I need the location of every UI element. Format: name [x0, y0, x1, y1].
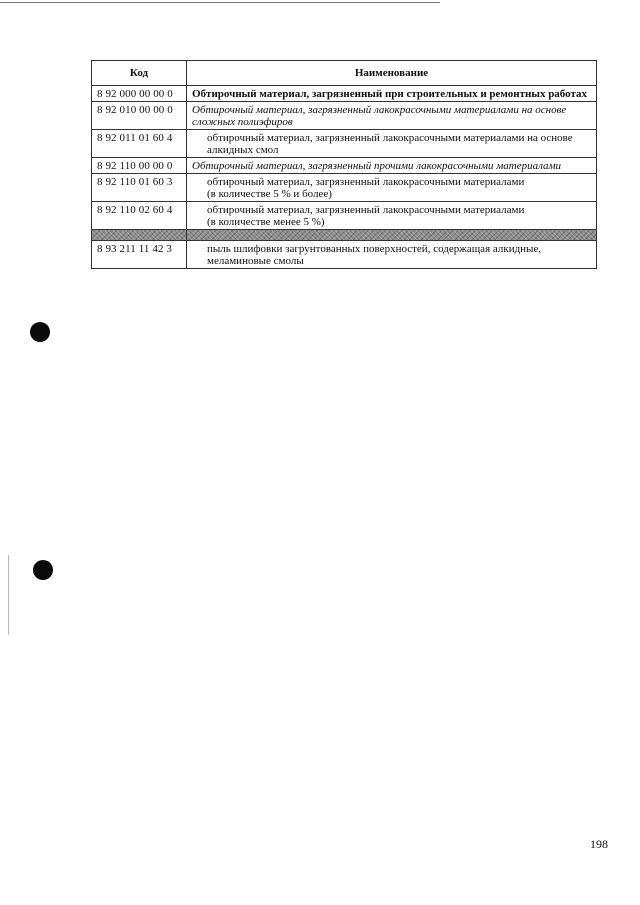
row-code: 8 93 211 11 42 3	[92, 241, 187, 269]
header-name: Наименование	[187, 61, 597, 86]
row-name: Обтирочный материал, загрязненный при строительных и ремонтных работах	[187, 86, 597, 102]
table-row	[92, 202, 597, 230]
row-name	[187, 174, 597, 202]
table-row	[92, 174, 597, 202]
row-name	[187, 202, 597, 230]
binder-hole-bottom	[33, 560, 53, 580]
row-code: 8 92 110 02 60 4	[92, 202, 187, 230]
table-row	[92, 158, 597, 174]
page-number: 198	[590, 837, 608, 851]
row-name: Обтирочный материал, загрязненный лакокрасочными материалами на основе сложных полиэфиров	[187, 102, 597, 130]
row-code: 8 92 110 00 00 0	[92, 158, 187, 174]
hatched-cell	[92, 230, 187, 241]
row-name: пыль шлифовки загрунтованных поверхностей, содержащая алкидные, меламиновые смолы	[187, 241, 597, 269]
row-name-line2: (в количестве менее 5 %)	[207, 216, 325, 228]
row-name-line1: обтирочный материал, загрязненный лакокрасочными материалами	[207, 176, 525, 188]
row-name: Обтирочный материал, загрязненный прочими лакокрасочными материалами	[187, 158, 597, 174]
table-header-row	[92, 61, 597, 86]
table-row	[92, 241, 597, 269]
table-row	[92, 102, 597, 130]
row-code: 8 92 011 01 60 4	[92, 130, 187, 158]
hatched-cell	[187, 230, 597, 241]
binder-hole-top	[30, 322, 50, 342]
table-row	[92, 86, 597, 102]
waste-code-table	[91, 60, 597, 269]
row-name-line1: обтирочный материал, загрязненный лакокрасочными материалами	[207, 204, 525, 216]
hatched-separator-row	[92, 230, 597, 241]
page-edge-line	[0, 2, 440, 3]
row-name-line2: (в количестве 5 % и более)	[207, 188, 332, 200]
row-code: 8 92 000 00 00 0	[92, 86, 187, 102]
row-code: 8 92 010 00 00 0	[92, 102, 187, 130]
scan-margin-line	[8, 555, 9, 635]
row-code: 8 92 110 01 60 3	[92, 174, 187, 202]
header-code: Код	[92, 61, 187, 86]
table-row	[92, 130, 597, 158]
row-name: обтирочный материал, загрязненный лакокрасочными материалами на основе алкидных смол	[187, 130, 597, 158]
